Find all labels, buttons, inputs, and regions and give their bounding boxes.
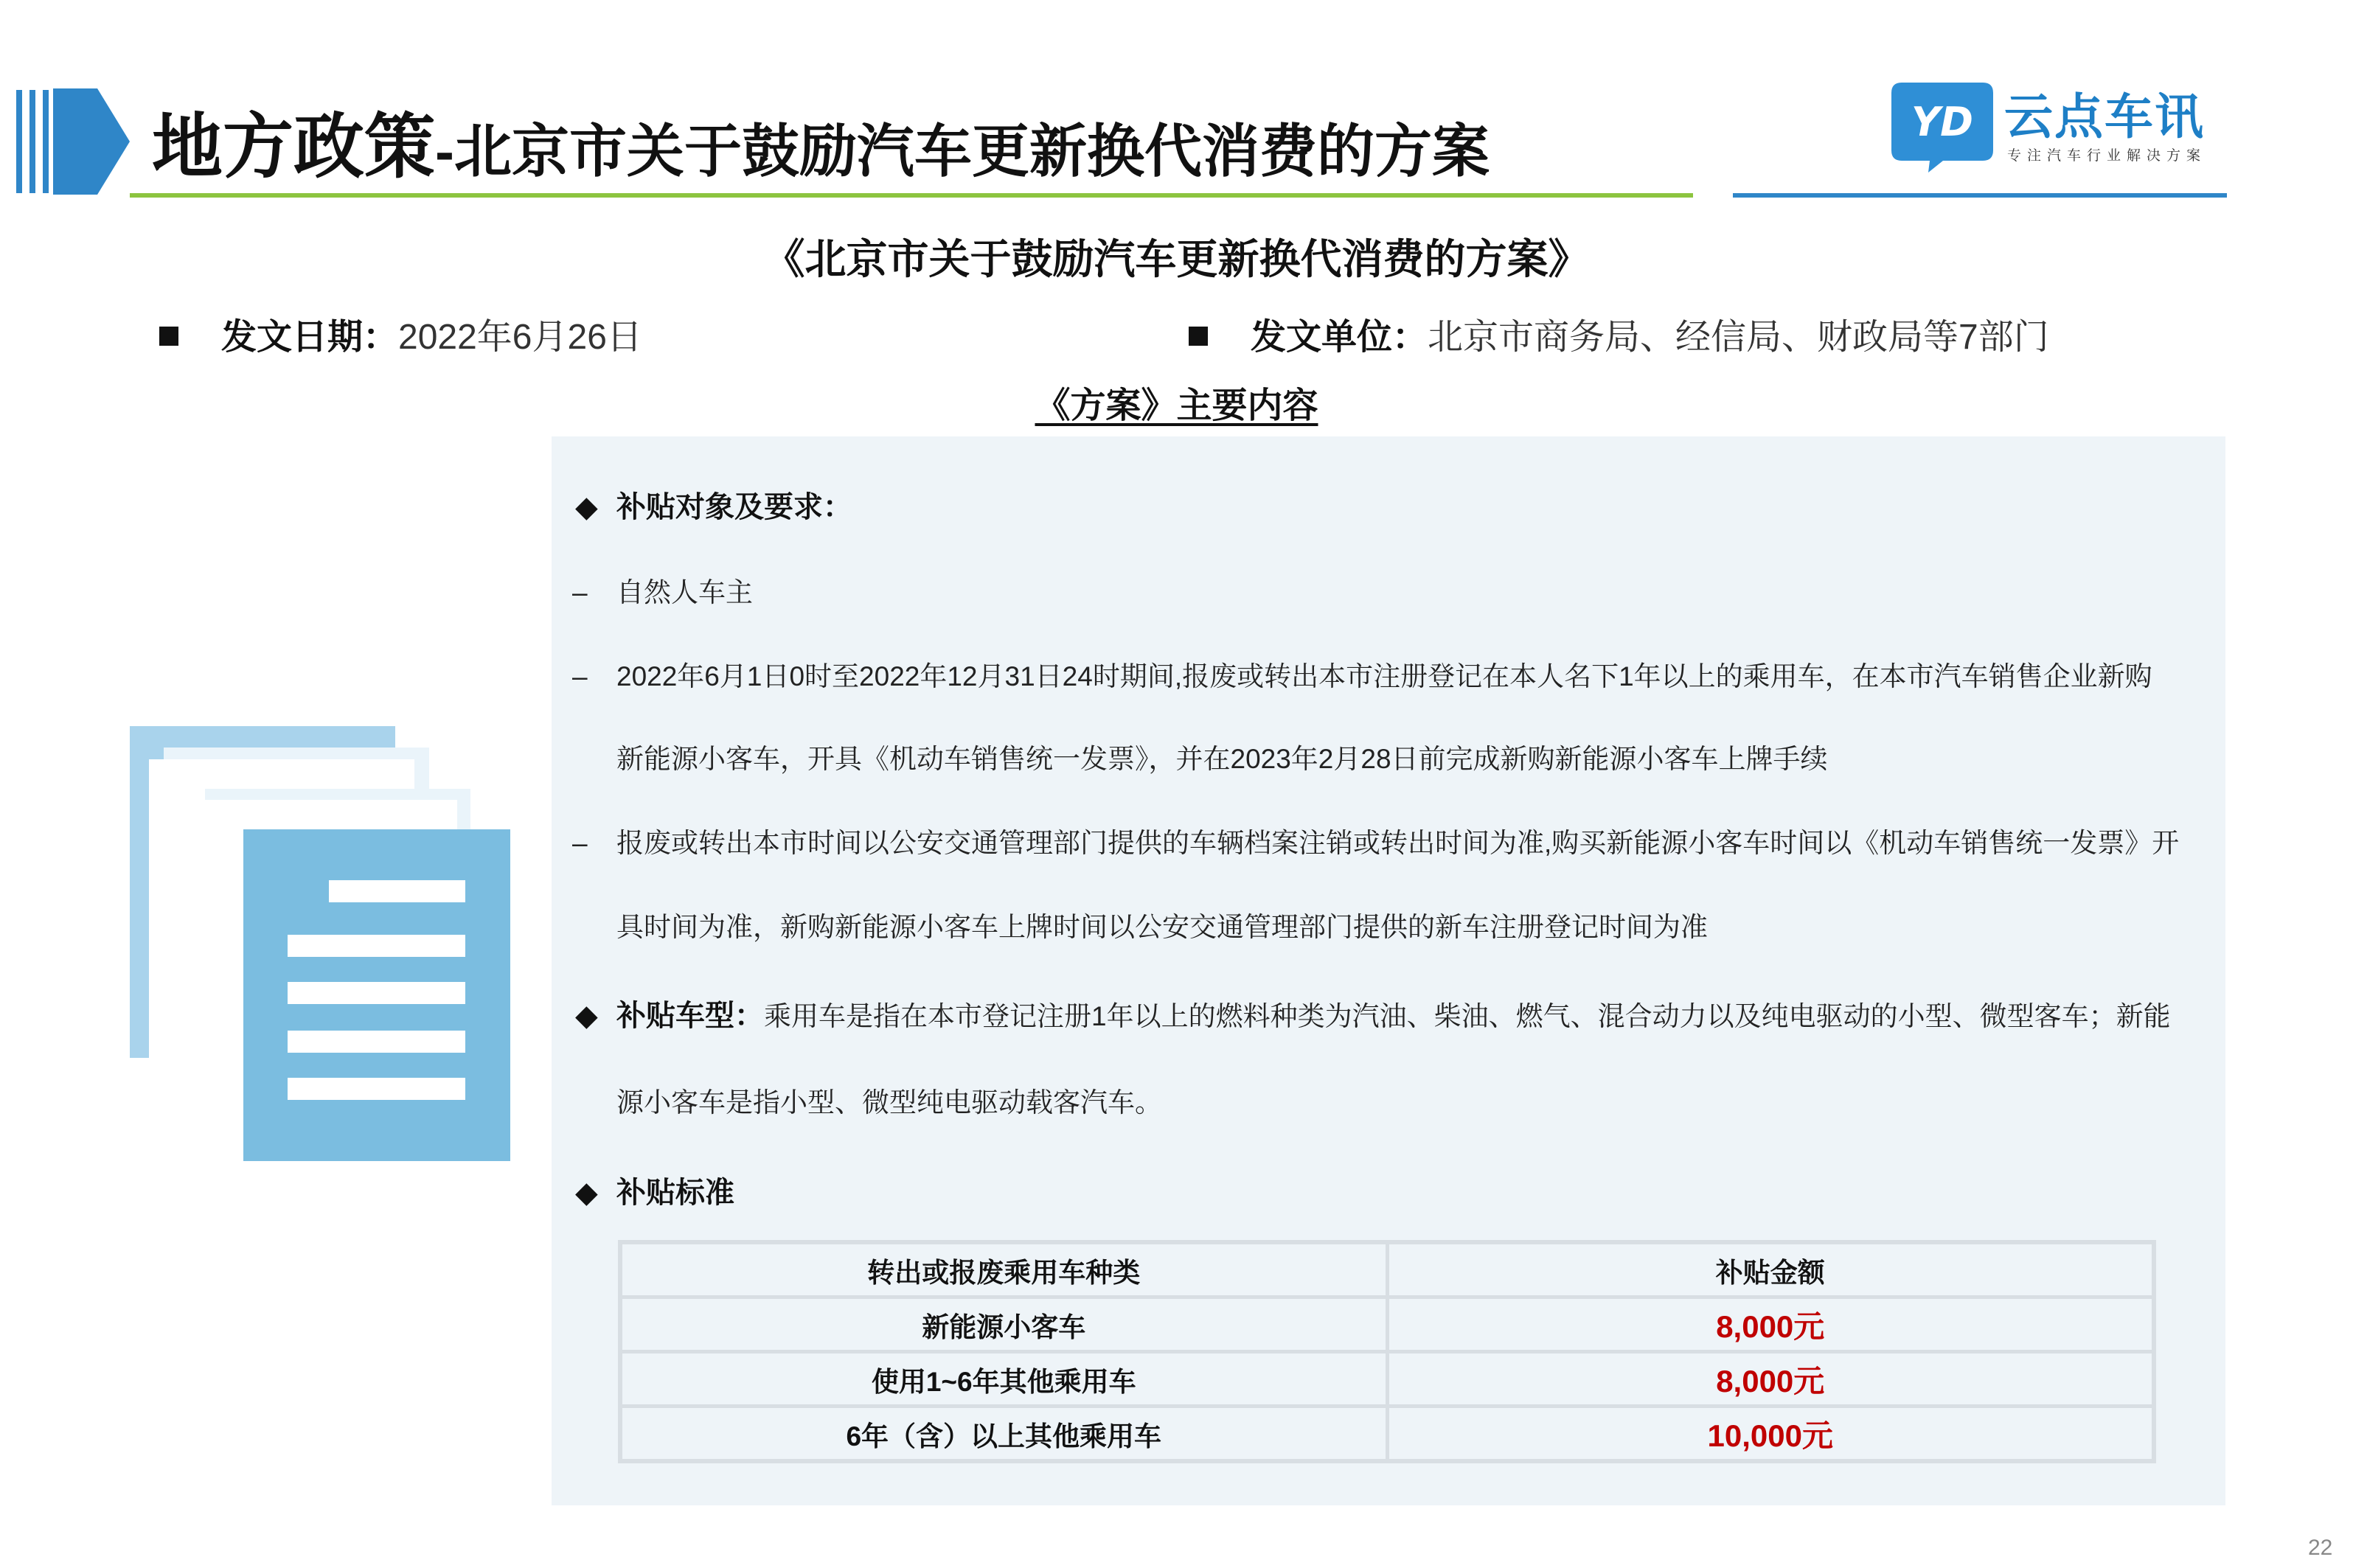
page-number: 22 — [2308, 1536, 2333, 1560]
diamond-bullet-icon: ◆ — [575, 491, 598, 523]
table-row — [620, 1407, 2154, 1462]
issuer-label: 发文单位： — [1251, 318, 1428, 357]
vehicle-type-cell: 新能源小客车 — [620, 1297, 1387, 1352]
model-label: 补贴车型： — [616, 1000, 764, 1032]
date-label: 发文日期： — [221, 318, 399, 357]
standard-heading: 补贴标准 — [616, 1177, 734, 1209]
target-item: 报废或转出本市时间以公安交通管理部门提供的车辆档案注销或转出时间为准,购买新能源小客车时间以《机动车销售统一发票》开 — [616, 828, 2180, 858]
dash-bullet-icon: – — [572, 577, 588, 607]
main-heading — [0, 379, 2353, 433]
subsidy-amount-cell: 8,000元 — [1387, 1297, 2154, 1352]
document-stack-icon — [130, 722, 513, 1165]
page-title-main: 地方政策 — [152, 108, 435, 187]
meta-issuer — [1189, 311, 2049, 364]
date-value: 2022年6月26日 — [398, 318, 642, 357]
page-title-sub: -北京市关于鼓励汽车更新换代消费的方案 — [435, 119, 1490, 184]
target-item-continued: 新能源小客车，开具《机动车销售统一发票》，并在2023年2月28日前完成新购新能源小客车上牌手续 — [616, 744, 1828, 774]
document-title: 《北京市关于鼓励汽车更新换代消费的方案》 — [763, 236, 1590, 282]
header-stripe-2 — [29, 90, 35, 193]
brand-name: 云点车讯 — [2004, 89, 2205, 144]
header-stripe-1 — [16, 90, 22, 193]
table-header-cell: 补贴金额 — [1387, 1242, 2154, 1297]
table-row — [620, 1352, 2154, 1407]
model-text-continued: 源小客车是指小型、微型纯电驱动载客汽车。 — [616, 1087, 1162, 1118]
model-text: 乘用车是指在本市登记注册1年以上的燃料种类为汽油、柴油、燃气、混合动力以及纯电驱动的小型、微型客车；新能 — [764, 1001, 2171, 1031]
dash-bullet-icon: – — [572, 661, 588, 691]
brand-tagline: 专注汽车行业解决方案 — [2007, 148, 2207, 164]
subsidy-amount-cell: 8,000元 — [1387, 1352, 2154, 1407]
header-arrow-icon — [53, 88, 130, 195]
header-rule-green — [130, 193, 1693, 198]
model-line — [616, 994, 2171, 1038]
vehicle-type-cell: 6年（含）以上其他乘用车 — [620, 1407, 1387, 1462]
subsidy-amount-cell: 10,000元 — [1387, 1407, 2154, 1462]
table-row — [620, 1297, 2154, 1352]
target-item-continued: 具时间为准，新购新能源小客车上牌时间以公安交通管理部门提供的新车注册登记时间为准 — [616, 912, 1708, 942]
header-stripe-3 — [43, 90, 49, 193]
issuer-value: 北京市商务局、经信局、财政局等7部门 — [1428, 318, 2049, 357]
square-bullet-icon — [1189, 327, 1208, 346]
diamond-bullet-icon: ◆ — [575, 1000, 598, 1032]
table-header-row — [620, 1242, 2154, 1297]
meta-date — [159, 311, 642, 364]
header-rule-blue — [1733, 193, 2227, 198]
page-title — [152, 103, 1490, 192]
subsidy-table — [618, 1240, 2156, 1463]
target-item: 2022年6月1日0时至2022年12月31日24时期间,报废或转出本市注册登记在本人名下1年以上的乘用车，在本市汽车销售企业新购 — [616, 661, 2152, 691]
dash-bullet-icon: – — [572, 828, 588, 858]
diamond-bullet-icon: ◆ — [575, 1177, 598, 1209]
table-header-cell: 转出或报废乘用车种类 — [620, 1242, 1387, 1297]
vehicle-type-cell: 使用1~6年其他乘用车 — [620, 1352, 1387, 1407]
main-heading-text: 《方案》主要内容 — [1035, 386, 1318, 425]
target-heading: 补贴对象及要求： — [616, 491, 852, 523]
brand-logo-icon — [1891, 83, 1993, 173]
brand-logo-mark: YD — [1911, 99, 1973, 145]
square-bullet-icon — [159, 327, 178, 346]
target-item: 自然人车主 — [616, 577, 753, 607]
